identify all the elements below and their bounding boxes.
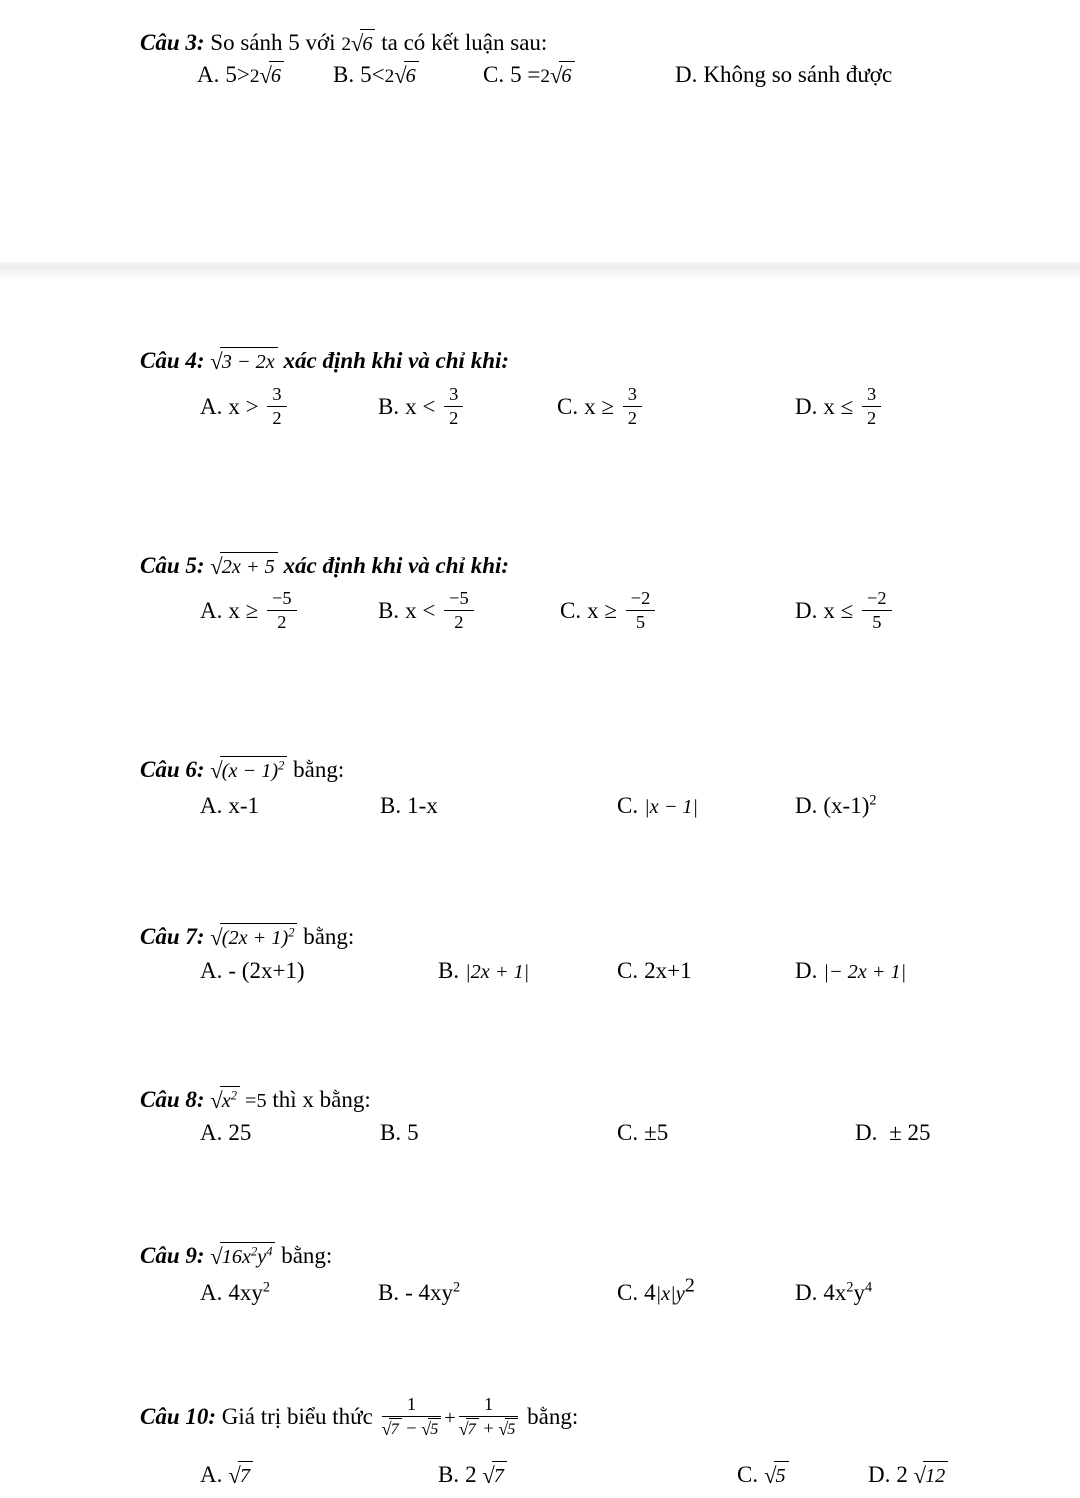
option-C: [483, 60, 575, 90]
text: 2: [465, 1462, 483, 1487]
option-label: D.: [795, 597, 818, 623]
radical-icon: √: [228, 1463, 241, 1488]
text: 6: [270, 65, 282, 87]
denominator: [267, 407, 286, 429]
option-B: [378, 386, 466, 431]
option-content: [228, 958, 304, 983]
sqrt-expression: [498, 1418, 518, 1439]
fraction: [444, 384, 463, 429]
option-B: [378, 1278, 460, 1308]
option-A: [200, 791, 259, 821]
question-8: [0, 1085, 1080, 1145]
option-D: [795, 590, 895, 635]
question-title: [140, 922, 1080, 952]
option-label: C.: [617, 1280, 639, 1305]
option-label: A.: [197, 62, 220, 87]
option-C: [617, 956, 692, 986]
text: 3: [627, 384, 637, 404]
option-A: [200, 386, 290, 431]
text: |x|y: [655, 1283, 685, 1305]
question-prompt: [210, 30, 547, 55]
question-number: Câu 5:: [140, 553, 211, 578]
page-break-divider: [0, 262, 1080, 279]
option-label: D.: [795, 958, 818, 983]
question-prompt: [210, 553, 509, 578]
option-C: [557, 386, 645, 431]
option-content: [883, 1120, 930, 1145]
text: 2: [272, 408, 282, 429]
option-label: B.: [380, 1120, 402, 1145]
question-9: [0, 1241, 1080, 1305]
superscript: 2: [453, 1279, 461, 1296]
radicand: [220, 923, 298, 951]
text: −2: [630, 588, 651, 608]
coefficient: 2: [384, 66, 395, 87]
text: 5: [775, 1465, 786, 1487]
denominator: [862, 611, 892, 633]
sqrt-expression: [210, 923, 297, 951]
option-C: [737, 1460, 789, 1490]
question-title: [140, 1396, 1080, 1441]
text: |2x + 1|: [465, 961, 530, 983]
question-title: [140, 28, 1080, 58]
option-label: D.: [795, 393, 818, 419]
question-prompt: [221, 1394, 579, 1440]
text: 5<: [360, 62, 385, 87]
option-content: [510, 62, 574, 87]
question-title: [140, 1241, 1080, 1271]
superscript: 2: [230, 1088, 237, 1103]
option-content: [823, 588, 894, 633]
option-A: [197, 60, 284, 90]
option-D: [795, 1278, 872, 1308]
sqrt-expression: [210, 347, 277, 375]
option-D: [795, 791, 876, 821]
question-title: [140, 551, 1080, 581]
question-4: [0, 346, 1080, 429]
text: x ≥: [228, 597, 264, 623]
option-C: [617, 1118, 668, 1148]
option-label: D.: [868, 1462, 891, 1487]
sqrt-expression: [210, 1086, 240, 1114]
option-D: [795, 386, 884, 431]
text: 5: [507, 1420, 516, 1439]
option-content: [764, 1462, 789, 1487]
option-label: D.: [675, 62, 698, 87]
option-content: [703, 62, 892, 87]
option-label: D.: [795, 1280, 818, 1305]
radical-icon: √: [913, 1463, 927, 1488]
sqrt-expression: [459, 1418, 479, 1439]
radical-icon: √: [482, 1463, 495, 1488]
option-content: [225, 62, 284, 87]
text: 3: [449, 384, 459, 404]
text: x <: [405, 393, 442, 419]
text: 7: [390, 1420, 399, 1439]
text: bằng:: [275, 1243, 333, 1268]
coefficient: 2: [540, 66, 550, 87]
option-content: [228, 1462, 253, 1487]
text: 2: [896, 1462, 914, 1487]
denominator: [444, 611, 474, 633]
text: 2: [454, 612, 464, 633]
sqrt-expression: [382, 1418, 402, 1439]
radical-icon: √: [210, 1244, 223, 1269]
fraction: [382, 1394, 442, 1439]
option-B: [333, 60, 419, 90]
radical-icon: √: [350, 31, 364, 56]
radical-icon: √: [210, 758, 223, 783]
text: ± 25: [883, 1120, 931, 1145]
question-prompt: [210, 348, 509, 373]
option-D: [855, 1118, 931, 1148]
numerator: [626, 588, 656, 611]
option-label: C.: [617, 793, 639, 818]
option-label: B.: [438, 958, 460, 983]
superscript: 2: [288, 925, 295, 940]
text: 1: [483, 1394, 494, 1414]
option-B: [438, 1460, 507, 1490]
text: Không so sánh được: [703, 62, 893, 87]
text: 2: [449, 408, 459, 429]
denominator: [626, 611, 656, 633]
sqrt-expression: [421, 1418, 441, 1439]
text: (x − 1): [221, 760, 279, 782]
fraction: [267, 384, 286, 429]
text: (x-1): [823, 793, 870, 818]
question-prompt: [210, 1243, 332, 1268]
question-number: Câu 6:: [140, 757, 211, 782]
fraction: [862, 588, 892, 633]
option-content: [644, 793, 698, 818]
option-content: [228, 588, 299, 633]
text: −2: [867, 588, 887, 608]
text: 2: [277, 612, 287, 633]
text: 12: [925, 1465, 946, 1487]
radical-icon: √: [764, 1463, 777, 1488]
option-label: B.: [378, 1280, 400, 1305]
question-10: [0, 1394, 1080, 1488]
question-7: [0, 922, 1080, 983]
fraction: [623, 384, 642, 429]
superscript: 2: [846, 1279, 854, 1296]
option-content: [823, 384, 884, 429]
option-label: D.: [795, 793, 818, 818]
text: 1: [406, 1394, 417, 1414]
question-number: Câu 4:: [140, 348, 211, 373]
text: −5: [449, 588, 469, 608]
option-content: [228, 1280, 270, 1305]
text: 2x+1: [644, 958, 692, 983]
text: 2: [627, 408, 637, 429]
coefficient: 2: [341, 34, 351, 55]
question-prompt: [210, 1087, 370, 1112]
option-label: D.: [855, 1120, 878, 1145]
text: 7: [467, 1420, 476, 1439]
radicand: [220, 1242, 276, 1270]
text: 5: [430, 1420, 439, 1439]
option-label: B.: [380, 793, 402, 818]
text: - (2x+1): [228, 958, 305, 983]
text: xác định khi và chỉ khi:: [277, 553, 510, 578]
superscript: 2: [869, 792, 877, 809]
sqrt-expression: [764, 1461, 789, 1489]
text: 5: [407, 1120, 419, 1145]
sqrt-expression: [250, 61, 284, 89]
text: 16x: [221, 1246, 251, 1268]
text: =5: [239, 1090, 267, 1112]
option-content: [228, 793, 259, 818]
option-B: [438, 956, 529, 986]
radical-icon: √: [421, 1419, 432, 1440]
option-label: C.: [560, 597, 582, 623]
radical-icon: √: [210, 1088, 223, 1113]
text: −: [401, 1418, 422, 1439]
question-6: [0, 755, 1080, 818]
text: 6: [405, 65, 416, 87]
option-label: C.: [617, 958, 639, 983]
option-C: [617, 1274, 695, 1308]
text: 3 − 2x: [221, 351, 275, 373]
option-A: [200, 590, 300, 635]
text: xác định khi và chỉ khi:: [277, 348, 510, 373]
superscript: 2: [250, 1244, 258, 1259]
text: 2x + 5: [221, 556, 275, 578]
question-number: Câu 9:: [140, 1243, 211, 1268]
text: |− 2x + 1|: [823, 961, 907, 983]
question-prompt: [210, 924, 354, 949]
text: 5>: [225, 62, 250, 87]
option-label: A.: [200, 1280, 223, 1305]
option-A: [200, 1278, 270, 1308]
option-content: [360, 62, 419, 87]
option-label: C.: [737, 1462, 759, 1487]
question-title: [140, 755, 1080, 785]
text: 5: [872, 612, 882, 633]
question-title: [140, 346, 1080, 376]
sqrt-expression: [210, 552, 277, 580]
text: y: [853, 1280, 865, 1305]
option-content: [896, 1462, 948, 1487]
option-label: B.: [378, 597, 400, 623]
text: 4: [644, 1280, 656, 1305]
numerator: [444, 588, 474, 611]
radicand: [220, 552, 278, 580]
numerator: [459, 1394, 519, 1417]
option-label: C.: [483, 62, 505, 87]
question-number: Câu 3:: [140, 30, 211, 55]
option-B: [380, 1118, 419, 1148]
text: bằng:: [521, 1403, 579, 1429]
option-C: [560, 590, 658, 635]
radical-icon: √: [381, 1419, 392, 1440]
superscript: 4: [266, 1244, 273, 1259]
superscript: 2: [684, 1274, 695, 1297]
option-content: [823, 793, 876, 818]
text: bằng:: [297, 924, 355, 949]
superscript: 2: [278, 758, 285, 773]
text: 4xy: [228, 1280, 263, 1305]
numerator: [862, 588, 892, 611]
option-content: [405, 384, 466, 429]
option-label: A.: [200, 1120, 223, 1145]
option-content: [405, 1280, 460, 1305]
option-D: [868, 1460, 948, 1490]
option-label: A.: [200, 597, 223, 623]
text: 5: [635, 612, 646, 633]
sqrt-expression: [385, 61, 419, 89]
option-content: [407, 793, 438, 818]
text: +: [444, 1406, 456, 1429]
radical-icon: √: [259, 63, 272, 88]
option-content: [644, 1120, 668, 1145]
option-label: A.: [200, 793, 223, 818]
numerator: [444, 384, 463, 407]
text: 4x: [823, 1280, 847, 1305]
option-content: [644, 1274, 695, 1305]
question-number: Câu 7:: [140, 924, 211, 949]
text: ±5: [644, 1120, 669, 1145]
option-label: A.: [200, 393, 223, 419]
option-label: B.: [438, 1462, 460, 1487]
text: 25: [228, 1120, 252, 1145]
text: (2x + 1): [221, 927, 289, 949]
text: bằng:: [287, 757, 345, 782]
option-D: [675, 60, 892, 90]
option-A: [200, 956, 305, 986]
text: |x − 1|: [644, 796, 699, 818]
denominator: [862, 407, 881, 429]
radical-icon: √: [458, 1419, 469, 1440]
option-content: [823, 1280, 872, 1305]
option-content: [644, 958, 691, 983]
text: - 4xy: [405, 1280, 454, 1305]
text: 1-x: [407, 793, 438, 818]
radical-icon: √: [210, 349, 223, 374]
denominator: [267, 611, 297, 633]
superscript: 4: [865, 1279, 873, 1296]
option-content: [584, 384, 645, 429]
option-content: [465, 1462, 507, 1487]
option-label: B.: [378, 393, 400, 419]
text: thì x bằng:: [266, 1087, 371, 1112]
option-content: [405, 588, 477, 633]
fraction: [626, 588, 656, 633]
option-content: [587, 588, 658, 633]
option-label: C.: [617, 1120, 639, 1145]
denominator: [444, 407, 463, 429]
option-label: A.: [200, 958, 223, 983]
option-content: [228, 384, 289, 429]
text: 6: [561, 65, 572, 87]
sqrt-expression: [914, 1461, 949, 1489]
denominator: [623, 407, 642, 429]
fraction: [459, 1394, 519, 1439]
radical-icon: √: [549, 63, 563, 88]
fraction: [862, 384, 881, 429]
sqrt-expression: [228, 1461, 253, 1489]
radical-icon: √: [394, 63, 407, 88]
question-title: [140, 1085, 1080, 1115]
text: 7: [493, 1465, 504, 1487]
text: −5: [272, 588, 292, 608]
radicand: [923, 1461, 948, 1489]
text: x-1: [228, 793, 260, 818]
option-B: [378, 590, 477, 635]
sqrt-expression: [482, 1461, 507, 1489]
text: Giá trị biểu thức: [221, 1403, 379, 1429]
text: So sánh 5 với: [210, 30, 342, 55]
option-A: [200, 1460, 253, 1490]
text: +: [478, 1418, 499, 1439]
text: 6: [362, 33, 373, 55]
question-5: [0, 551, 1080, 633]
sqrt-expression: [341, 29, 375, 57]
radical-icon: √: [210, 554, 223, 579]
option-label: B.: [333, 62, 355, 87]
text: y: [257, 1246, 267, 1268]
radical-icon: √: [210, 925, 223, 950]
option-label: C.: [557, 393, 579, 419]
sqrt-expression: [210, 1242, 275, 1270]
sqrt-expression: [540, 61, 574, 89]
option-D: [795, 956, 906, 986]
option-content: [823, 958, 906, 983]
question-3: [0, 28, 1080, 88]
text: 5 =: [510, 62, 541, 87]
text: 7: [239, 1465, 250, 1487]
question-number: Câu 8:: [140, 1087, 211, 1112]
radical-icon: √: [498, 1419, 509, 1440]
text: x ≤: [823, 597, 859, 623]
sqrt-expression: [210, 756, 287, 784]
option-label: A.: [200, 1462, 223, 1487]
option-content: [228, 1120, 251, 1145]
text: 2: [867, 408, 877, 429]
numerator: [267, 588, 297, 611]
fraction: [267, 588, 297, 633]
text: 3: [867, 384, 877, 404]
text: x ≥: [587, 597, 623, 623]
radicand: [220, 347, 278, 375]
numerator: [382, 1394, 442, 1417]
option-A: [200, 1118, 251, 1148]
text: 3: [272, 384, 282, 404]
fraction: [444, 588, 474, 633]
numerator: [862, 384, 881, 407]
option-content: [465, 958, 529, 983]
option-C: [617, 791, 698, 821]
denominator: [382, 1417, 442, 1439]
radicand: [220, 756, 288, 784]
numerator: [267, 384, 286, 407]
question-number: Câu 10:: [140, 1403, 222, 1429]
text: x ≤: [823, 393, 859, 419]
question-prompt: [210, 757, 344, 782]
coefficient: 2: [249, 66, 260, 87]
text: ta có kết luận sau:: [375, 30, 548, 55]
text: x >: [228, 393, 265, 419]
text: x: [221, 1090, 231, 1112]
option-B: [380, 791, 438, 821]
denominator: [459, 1417, 519, 1439]
text: x <: [405, 597, 442, 623]
text: x ≥: [584, 393, 620, 419]
numerator: [623, 384, 642, 407]
superscript: 2: [262, 1279, 270, 1296]
option-content: [407, 1120, 419, 1145]
